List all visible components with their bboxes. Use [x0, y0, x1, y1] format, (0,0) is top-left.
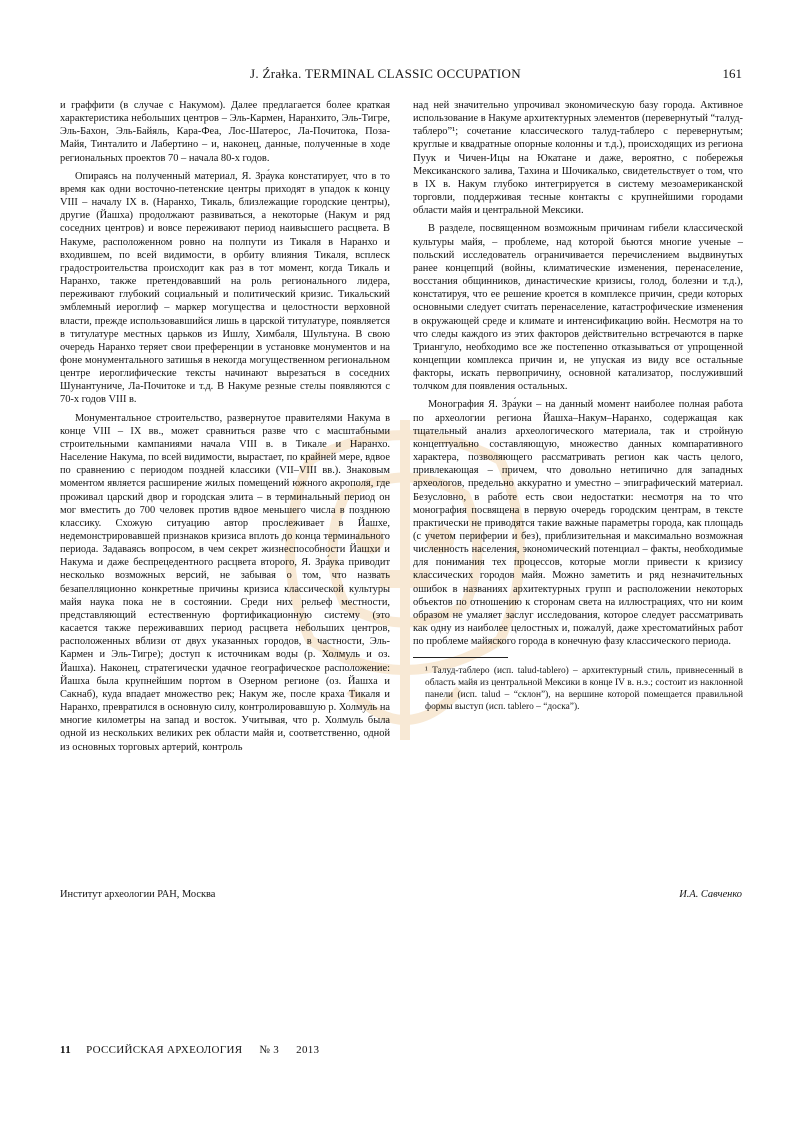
- footer-page-label: 11: [60, 1044, 71, 1056]
- running-title: J. Źrałka. TERMINAL CLASSIC OCCUPATION: [250, 66, 521, 81]
- body-paragraph: Опираясь на полученный материал, Я. Зра́ука констатирует, что в то время как одни восточно-петенские центры приходят в упадок к концу VIII – началу IX в. (Наранхо, Тикаль, близлежащие городские центры), другие (Йашха) продолжают развиваться, а некоторые (Накум и ряд соседних центров) и вовсе переживают период наивысшего расцвета. В Накуме, расположенном ровно на полпути из Тикаля в Наранхо и входившем, по всей видимости, в орбиту влияния Тикаля, всплеск градостроительства происходит как раз в тот момент, когда Тикаль и Наранхо, также претендовавший на роль регионального лидера, переживают глубокий социальный и политический кризис. Тикальский эмблемный иероглиф – маркер могущества и целостности верховной власти, прежде использовавшийся лишь в царской титулатуре, появляется в титулатуре местных царьков из Ишлу, Химбаля, Шультуна. В свою очередь Наранхо теряет свои преференции в установке монументов и на фоне монументального затишья в некогда могущественном региональном центре иероглифические тексты начинают вырезаться в соседних Шунантуниче, Ла-Почитоке и т.д. В Накуме резные стелы появляются с 70-х годов VIII в.: [60, 170, 390, 406]
- body-paragraph: Монументальное строительство, развернутое правителями Накума в конце VIII – IX вв., может сравниться разве что с масштабными строительными кампаниями начала VIII в. в Тикале и Наранхо. Население Накума, по всей видимости, вырастает, по крайней мере, вдвое по сравнению с периодом поздней классики (VII–VIII вв.). Знаковым моментом является расширение жилых помещений южного акрополя, где проживал царский двор и городская элита – в терминальный период он мог вместить до 700 человек против вдвое меньшего числа в позднюю классику. Схожую ситуацию автор прослеживает в Йашхе, недемонстрировавшей признаков кризиса вплоть до конца терминального периода. Задаваясь вопросом, в чем секрет жизнеспособности Йашхи и Накума и даже беспрецедентного расцвета второго, Я. Зра́ука приводит несколько возможных версий, не забывая о том, что назвать безапелляционно конкретные причины кризиса классической культуры майя наука пока не в состоянии. Среди них рельеф местности, представляющий естественную фортификационную систему (это касается также переживавших период расцвета небольших центров, расположенных вблизи от двух указанных городов, в частности, Эль-Кармен и Эль-Тигре); доступ к источникам воды (р. Холмуль и оз. Йашха). Наконец, стратегически удачное географическое расположение: Йашха была крупнейшим портом в Озерном регионе (оз. Йашха и Сакнаб), куда впадает множество рек; Накум же, после краха Тикаля и Наранхо, превратился в основную силу, контролировавшую р. Холмуль на многие километры на запад и восток. Учитывая, что р. Холмуль была одной из нескольких великих рек области майя и, соответственно, одной из основных торговых артерий, контроль: [60, 412, 390, 753]
- journal-year: 2013: [296, 1044, 320, 1056]
- left-column: [60, 99, 390, 759]
- journal-name: РОССИЙСКАЯ АРХЕОЛОГИЯ: [86, 1044, 243, 1056]
- author-signature: И.А. Савченко: [679, 889, 742, 900]
- body-paragraph: В разделе, посвященном возможным причинам гибели классической культуры майя, – проблеме, над которой бьются многие ученые – польский исследователь ограничивается перечислением выдвинутых ранее концепций (войны, климатические изменения, перенаселение, восстания общинников, династические кризисы, голод, болезни и т.д.), констатируя, что ее решение кроется в комплексе причин, среди которых основными следует считать перенаселение, катастрофические изменения в окружающей среде и климате и интенсификацию войн. Несмотря на то что следы каждого из этих факторов действительно встречаются в парке Триангуло, необходимо все же постепенно отказываться от упрощенной концепции комплекса причин и, не упуская из виду все остальные факторы, искать первопричину, основной катализатор, послуживший толчком для появления остальных.: [413, 223, 743, 393]
- body-paragraph: над ней значительно упрочивал экономическую базу города. Активное использование в Накуме архитектурных элементов (перевернутый “талуд-таблеро”¹; сочетание классического талуд-таблеро с перевернутым; круглые и квадратные опорные колонны и т.д.), происходящих из региона Пуук и Чичен-Ицы на Юкатане и даже, вероятно, с побережья Мексиканского залива, Тахина и Шочикалько, свидетельствует о том, что в IX в. Накум глубоко интегрируется в систему мезоамериканской торговли, поддерживая тесные контакты с крупнейшими городами области майя и центральной Мексики.: [413, 100, 743, 217]
- footnote: ¹ Талуд-таблеро (исп. talud-tablero) – архитектурный стиль, привнесенный в область майя из центральной Мексики в конце IV в. н.э.; состоит из наклонной панели (исп. talud – “склон”), на вершине которой помещается правильной формы выступ (исп. tablero – “доска”).: [425, 666, 743, 713]
- running-head: [0, 66, 808, 86]
- right-column: [413, 99, 743, 718]
- page-footer: [60, 1044, 319, 1056]
- affiliation: Институт археологии РАН, Москва: [60, 889, 216, 900]
- body-paragraph: Монография Я. Зра́уки – на данный момент наиболее полная работа по археологии региона Йашха–Накум–Наранхо, содержащая как тщательный анализ археологического материала, так и стройную концептуально составляющую, множество данных компаративного характера, позволяющего рассматривать регион как часть целого, привлекающая – причем, что довольно нетипично для западных археологов, предельно аккуратно и уместно – эпиграфический материал. Безусловно, в работе есть свои недостатки: несмотря на то что монография посвящена в первую очередь городским центрам, в тексте практически не приводятся такие важные параметры города, как площадь (с учетом периферии и без), приблизительная и максимально возможная численность населения, экономический потенциал – факты, необходимые для понимания тех процессов, которые могли привести к кризису классических городов майя. Можно заметить и ряд незначительных ошибок в названиях архитектурных групп и расположении некоторых объектов по отношению к сторонам света на иллюстрациях, что ни коим образом не умаляет заслуг исследования, которое следует рассматривать как одну из наиболее целостных и, пожалуй, даже хрестоматийных работ по проблеме майяского города в конечную фазу классического периода.: [413, 399, 743, 648]
- body-paragraph: и граффити (в случае с Накумом). Далее предлагается более краткая характеристика небольших центров – Эль-Кармен, Наранхито, Эль-Тигре, Эль-Бахон, Эль-Байяль, Кара-Феа, Лос-Шатерос, Ла-Почитока, Поза-Майя, Тинталито и Лабертино – и, наконец, данные, полученные в ходе региональных проектов 70 – начала 80-х годов.: [60, 100, 390, 164]
- footnote-divider: [413, 657, 508, 658]
- page-number: 161: [722, 66, 742, 81]
- journal-issue: № 3: [259, 1044, 280, 1056]
